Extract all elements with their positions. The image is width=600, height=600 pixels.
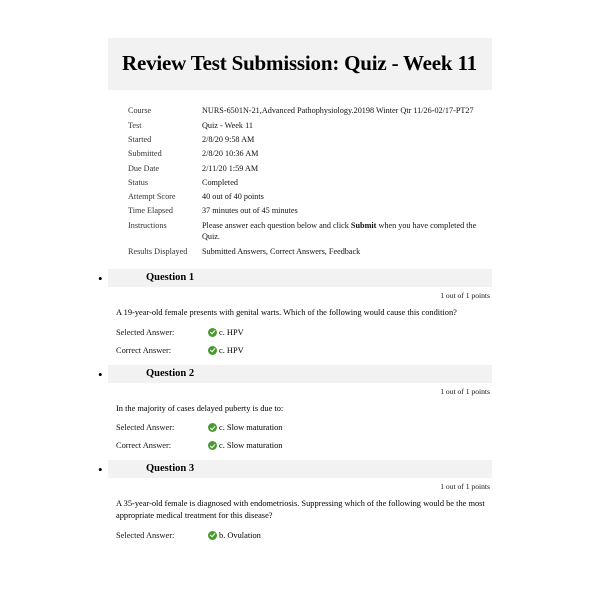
answer-value: c. HPV [219,327,244,337]
meta-row-submitted [128,147,492,161]
question-block [98,460,492,540]
question-header [98,460,492,478]
meta-label-attempt-score: Attempt Score [128,192,176,202]
answer-value-wrap [208,441,283,450]
document-body [98,38,492,540]
answer-label: Selected Answer: [116,530,175,540]
answer-value-wrap [208,531,261,540]
meta-value-test: Quiz - Week 11 [202,120,253,130]
meta-value-attempt-score: 40 out of 40 points [202,192,264,202]
bullet-icon: • [98,270,103,286]
question-text: In the majority of cases delayed puberty is due to: [116,403,284,413]
answer-label: Correct Answer: [116,345,172,355]
meta-label-results-displayed: Results Displayed [128,246,188,256]
green-check-icon [208,441,217,450]
meta-label-time-elapsed: Time Elapsed [128,206,173,216]
question-text: A 19-year-old female presents with genital warts. Which of the following would cause this condition? [116,307,457,317]
question-points: 1 out of 1 points [440,386,490,396]
meta-row-status [128,176,492,190]
question-text: A 35-year-old female is diagnosed with endometriosis. Suppressing which of the following would be the most appropriate medical treatment for this disease? [116,499,485,521]
meta-value-due-date: 2/11/20 1:59 AM [202,163,259,173]
meta-label-due-date: Due Date [128,163,160,173]
question-title: Question 3 [146,463,195,475]
meta-label-started: Started [128,134,152,144]
meta-row-results-displayed [128,245,492,259]
answer-label: Selected Answer: [116,423,175,433]
meta-label-submitted: Submitted [128,149,162,159]
submission-metadata [108,104,492,259]
answer-row-selected [108,423,492,432]
question-points: 1 out of 1 points [440,290,490,300]
question-points: 1 out of 1 points [440,482,490,492]
meta-row-instructions [128,218,492,244]
meta-value-submitted: 2/8/20 10:36 AM [202,149,259,159]
answer-label: Selected Answer: [116,327,175,337]
instructions-submit-word: Submit [350,220,377,230]
answer-value-wrap [208,423,283,432]
question-title: Question 1 [146,271,195,283]
question-header [98,269,492,287]
bullet-icon: • [98,462,103,478]
meta-value-course: NURS-6501N-21,Advanced Pathophysiology.20198 Winter Qtr 11/26-02/17-PT27 [202,106,474,116]
meta-row-time-elapsed [128,204,492,218]
answer-value: c. Slow maturation [219,423,283,433]
answer-value-wrap [208,346,244,355]
answer-row-selected [108,328,492,337]
meta-value-time-elapsed: 37 minutes out of 45 minutes [202,206,298,216]
answer-value: b. Ovulation [219,530,261,540]
answer-value-wrap [208,328,244,337]
meta-row-started [128,133,492,147]
meta-row-course [128,104,492,118]
answer-label: Correct Answer: [116,441,172,451]
meta-label-course: Course [128,106,152,116]
green-check-icon [208,531,217,540]
instructions-post: when you have completed the Quiz. [202,220,477,242]
bullet-icon: • [98,366,103,382]
meta-label-status: Status [128,177,149,187]
green-check-icon [208,346,217,355]
meta-value-status: Completed [202,177,238,187]
question-block [98,269,492,355]
answer-value: c. HPV [219,345,244,355]
answer-row-correct [108,346,492,355]
green-check-icon [208,423,217,432]
meta-label-instructions: Instructions [128,220,167,230]
answer-row-selected [108,531,492,540]
green-check-icon [208,328,217,337]
meta-row-due-date [128,161,492,175]
question-header [98,365,492,383]
question-title: Question 2 [146,367,195,379]
title-banner [108,38,492,90]
page-title: Review Test Submission: Quiz - Week 11 [122,51,477,75]
answer-value: c. Slow maturation [219,441,283,451]
meta-value-results-displayed: Submitted Answers, Correct Answers, Feedback [202,246,361,256]
answer-row-correct [108,441,492,450]
meta-label-test: Test [128,120,142,130]
instructions-pre: Please answer each question below and click [202,220,351,230]
meta-row-test [128,119,492,133]
meta-value-started: 2/8/20 9:58 AM [202,134,255,144]
question-block [98,365,492,451]
meta-value-instructions [202,218,492,244]
meta-row-attempt-score [128,190,492,204]
